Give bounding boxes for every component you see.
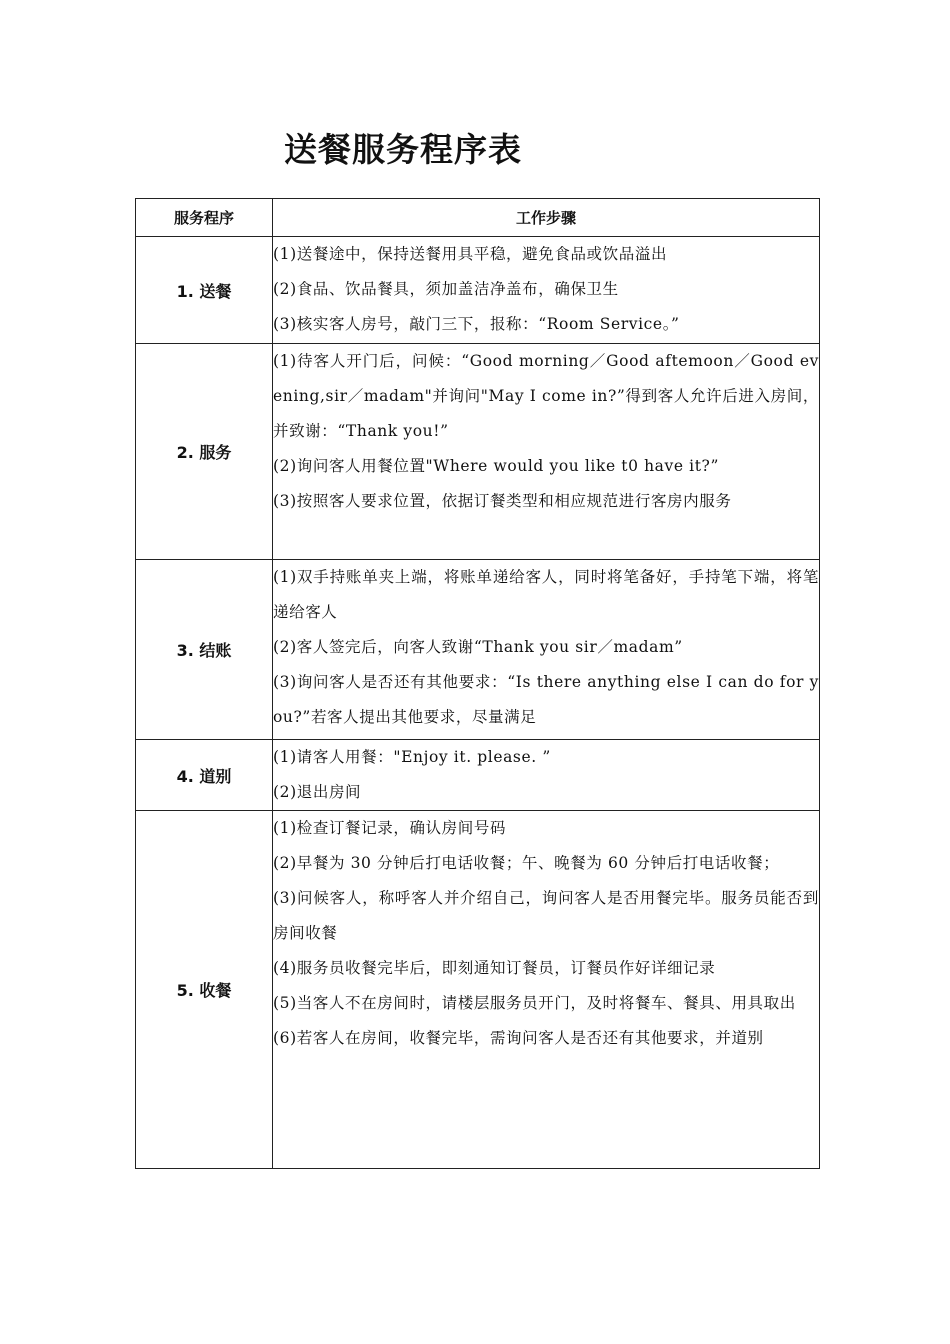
procedure-steps	[273, 740, 820, 811]
table-row-service	[136, 344, 820, 560]
step-item: (1)待客人开门后，问候：“Good morning／Good aftemoon／Good evening,sir／madam"并询问"May I come in?”得到客人允许后进入房间，并致谢：“Thank you!”	[273, 352, 819, 440]
step-item: (1)请客人用餐："Enjoy it. please. ”	[273, 748, 551, 766]
step-item: (5)当客人不在房间时，请楼层服务员开门，及时将餐车、餐具、用具取出	[273, 994, 796, 1012]
step-item: (6)若客人在房间，收餐完毕，需询问客人是否还有其他要求，并道别	[273, 1029, 764, 1047]
step-item: (3)按照客人要求位置，依据订餐类型和相应规范进行客房内服务	[273, 492, 732, 510]
column-header-procedure: 服务程序	[136, 199, 273, 237]
table-row-checkout	[136, 560, 820, 740]
step-item: (2)客人签完后，向客人致谢“Thank you sir／madam”	[273, 638, 683, 656]
procedure-name: 3. 结账	[136, 560, 273, 740]
table-row-farewell	[136, 740, 820, 811]
step-item: (2)早餐为 30 分钟后打电话收餐；午、晚餐为 60 分钟后打电话收餐；	[273, 854, 780, 872]
step-item: (2)询问客人用餐位置"Where would you like t0 have it?”	[273, 457, 719, 475]
column-header-steps: 工作步骤	[273, 199, 820, 237]
procedure-name: 1. 送餐	[136, 237, 273, 344]
step-item: (3)问候客人，称呼客人并介绍自己，询问客人是否用餐完毕。服务员能否到房间收餐	[273, 889, 819, 942]
table-row-collection	[136, 811, 820, 1169]
table-header-row	[136, 199, 820, 237]
step-item: (3)核实客人房号，敲门三下，报称：“Room Service。”	[273, 315, 680, 333]
procedure-steps	[273, 344, 820, 560]
step-item: (1)检查订餐记录，确认房间号码	[273, 819, 507, 837]
procedure-name: 2. 服务	[136, 344, 273, 560]
step-item: (3)询问客人是否还有其他要求：“Is there anything else I can do for you?”若客人提出其他要求，尽量满足	[273, 673, 819, 726]
step-item: (2)食品、饮品餐具，须加盖洁净盖布，确保卫生	[273, 280, 619, 298]
page-title: 送餐服务程序表	[284, 130, 522, 169]
procedure-steps	[273, 237, 820, 344]
step-item: (1)双手持账单夹上端，将账单递给客人，同时将笔备好，手持笔下端，将笔递给客人	[273, 568, 819, 621]
procedure-steps	[273, 811, 820, 1169]
procedure-steps	[273, 560, 820, 740]
step-item: (4)服务员收餐完毕后，即刻通知订餐员，订餐员作好详细记录	[273, 959, 716, 977]
step-item: (1)送餐途中，保持送餐用具平稳，避免食品或饮品溢出	[273, 245, 668, 263]
procedure-name: 4. 道别	[136, 740, 273, 811]
procedure-name: 5. 收餐	[136, 811, 273, 1169]
table-row-delivery	[136, 237, 820, 344]
service-procedure-table	[135, 198, 820, 1169]
step-item: (2)退出房间	[273, 783, 362, 801]
